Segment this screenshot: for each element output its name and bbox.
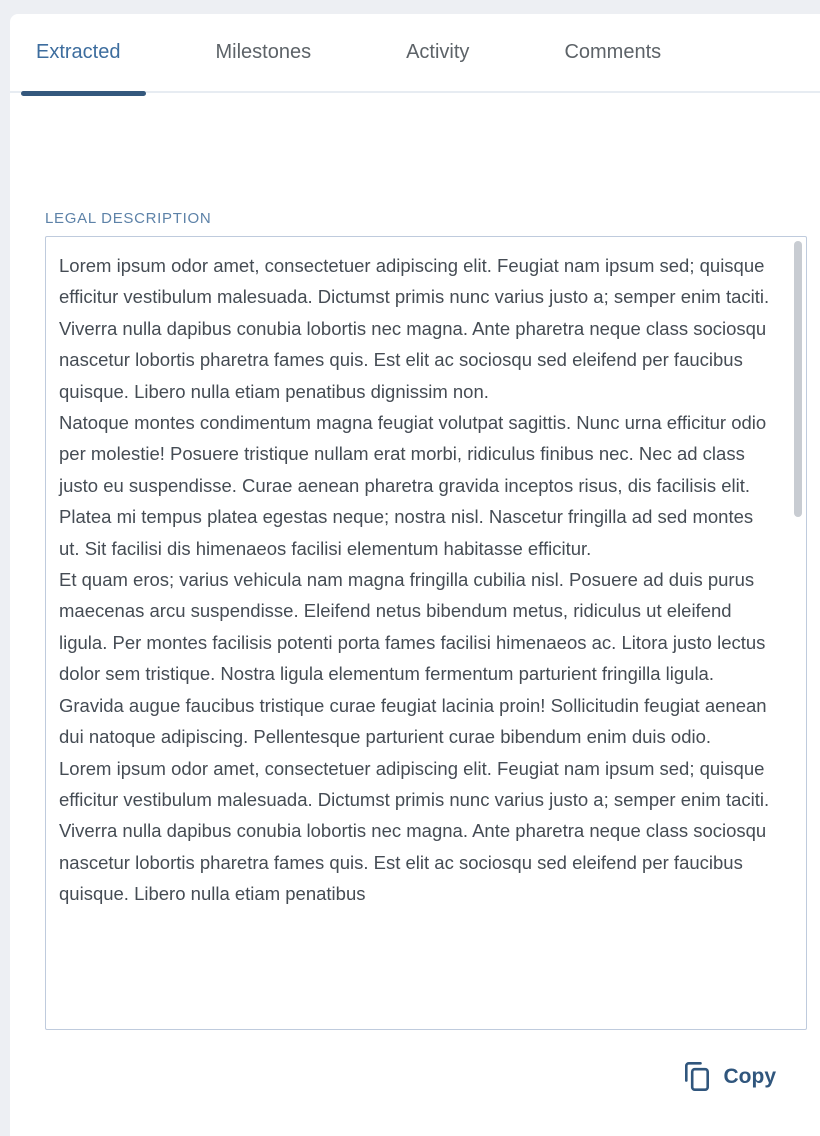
legal-description-label: LEGAL DESCRIPTION: [45, 210, 212, 227]
detail-card: [10, 14, 820, 1136]
actions-row: [45, 1061, 820, 1092]
legal-description-textarea[interactable]: [45, 236, 807, 1030]
scrollbar-thumb[interactable]: [794, 241, 802, 517]
tab-extracted[interactable]: Extracted: [36, 41, 121, 63]
copy-button[interactable]: [684, 1061, 777, 1092]
copy-icon: [684, 1061, 710, 1092]
tab-activity[interactable]: Activity: [406, 41, 470, 63]
tab-panel-extracted: [10, 93, 820, 1092]
tab-bar: [10, 14, 820, 93]
copy-button-label: Copy: [723, 1064, 776, 1088]
tab-comments[interactable]: Comments: [564, 41, 662, 63]
legal-description-box: [45, 236, 807, 1030]
tab-milestones[interactable]: Milestones: [215, 41, 312, 63]
active-tab-indicator: [21, 91, 146, 96]
